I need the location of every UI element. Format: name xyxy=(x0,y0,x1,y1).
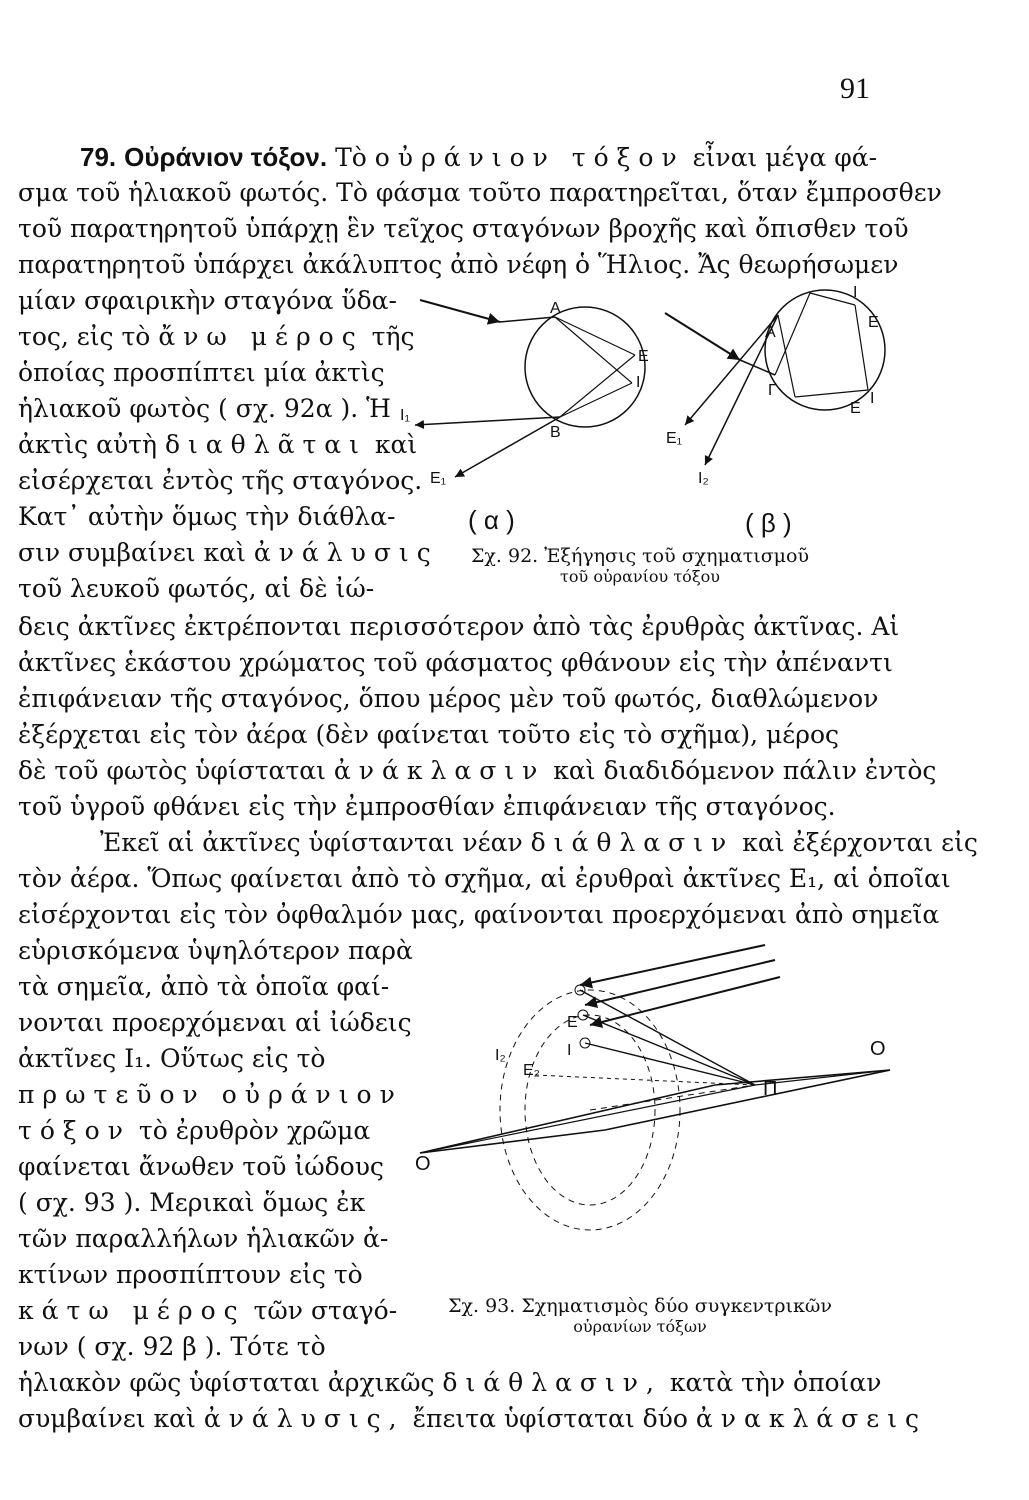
text-line: ἡλιακοῦ φωτὸς ( σχ. 92α ). Ἡ xyxy=(18,394,391,423)
point-label: E xyxy=(638,348,649,365)
text-line xyxy=(80,142,877,173)
figure-92-caption xyxy=(430,545,850,586)
point-label: E xyxy=(850,400,861,417)
drop-alpha xyxy=(525,307,645,427)
spaced-term: ἀνάκλασιν xyxy=(333,756,546,785)
text-line: Κατ᾽ αὐτὴν ὅμως τὴν διάθλα- xyxy=(18,502,396,531)
caption-line: Σχ. 93. Σχηματισμὸς δύο συγκεντρικῶν xyxy=(448,1295,832,1317)
text-line: εὑρισκόμενα ὑψηλότερον παρὰ xyxy=(18,936,413,965)
text-line: ἀκτῖνες ἑκάστου χρώματος τοῦ φάσματος φθάνουν εἰς τὴν ἀπέναντι xyxy=(18,648,893,677)
text-line: πρωτεῦον οὐράνιον xyxy=(18,1080,403,1109)
point-label: I₂ xyxy=(698,470,709,487)
section-heading: Οὐράνιον τόξον. xyxy=(124,142,328,172)
point-label: E xyxy=(567,1014,578,1031)
text-line: νονται προερχόμεναι αἱ ἰώδεις xyxy=(18,1008,412,1037)
text-line: δεις ἀκτῖνες ἐκτρέπονται περισσότερον ἀπὸ τὰς ἐρυθρὰς ἀκτῖνας. Αἱ xyxy=(18,612,900,641)
text-run: εἶναι μέγα φά- xyxy=(692,143,878,172)
figure-93-caption xyxy=(420,1295,860,1336)
text-line xyxy=(18,756,936,786)
spaced-term: διαθλᾶται xyxy=(164,430,367,459)
page-number: 91 xyxy=(840,72,870,105)
point-label: Γ xyxy=(768,382,777,399)
point-label: O xyxy=(870,1038,886,1060)
text-line xyxy=(18,1404,927,1434)
text-line: ὁποίας προσπίπτει μία ἀκτὶς xyxy=(18,358,385,387)
text-run: τῆς xyxy=(371,322,415,351)
point-label: I₁ xyxy=(400,407,410,424)
point-label: E₁ xyxy=(666,430,683,447)
point-label: O xyxy=(415,1153,431,1175)
point-label: I xyxy=(870,390,875,407)
text-run: καὶ xyxy=(374,430,418,459)
point-label: B xyxy=(550,424,561,441)
figure-92-diagram xyxy=(400,285,920,505)
spaced-term: ἀνάλυσις xyxy=(253,538,439,567)
text-line: τὸν ἀέρα. Ὅπως φαίνεται ἀπὸ τὸ σχῆμα, αἱ ἐρυθραὶ ἀκτῖνες Ε₁, αἱ ὁποῖαι xyxy=(18,864,951,893)
point-label: A xyxy=(550,300,561,317)
spaced-term: ἄνω μέρος xyxy=(158,322,364,351)
text-line: τοῦ ὑγροῦ φθάνει εἰς τὴν ἐμπροσθίαν ἐπιφάνειαν τῆς σταγόνος. xyxy=(18,792,836,821)
text-line xyxy=(18,1116,370,1146)
figure-92-label-b: ( β ) xyxy=(745,508,792,538)
spaced-term: οὐράνιον τόξον xyxy=(374,143,685,172)
drop-beta xyxy=(765,290,885,410)
text-run: δὲ τοῦ φωτὸς ὑφίσταται xyxy=(18,756,326,785)
text-line xyxy=(18,322,414,352)
figure-92-label-a: ( α ) xyxy=(468,505,515,535)
text-line xyxy=(18,1368,881,1398)
text-run: καὶ ἐξέρχονται εἰς xyxy=(742,828,978,857)
spaced-term: διάθλασιν, xyxy=(442,1368,662,1397)
point-label: E xyxy=(868,314,879,331)
text-line: παρατηρητοῦ ὑπάρχει ἀκάλυπτος ἀπὸ νέφη ὁ Ἥλιος. Ἄς θεωρήσωμεν xyxy=(18,250,899,279)
point-label: I xyxy=(567,1042,572,1059)
text-line: τὰ σημεῖα, ἀπὸ τὰ ὁποῖα φαί- xyxy=(18,972,390,1001)
text-line: κτίνων προσπίπτουν εἰς τὸ xyxy=(18,1260,363,1289)
caption-line: Σχ. 92. Ἐξήγησις τοῦ σχηματισμοῦ xyxy=(470,545,810,567)
text-line xyxy=(18,430,417,460)
spaced-term: διάθλασιν xyxy=(530,828,735,857)
point-label: E₁ xyxy=(430,470,447,487)
section-number: 79. xyxy=(80,142,117,172)
point-label: E₂ xyxy=(523,1062,540,1079)
text-line: τοῦ παρατηρητοῦ ὑπάρχῃ ἓν τεῖχος σταγόνων βροχῆς καὶ ὄπισθεν τοῦ xyxy=(18,214,909,243)
text-line: ἐξέρχεται εἰς τὸν ἀέρα (δὲν φαίνεται τοῦτο εἰς τὸ σχῆμα), μέρος xyxy=(18,720,840,749)
caption-line: οὐρανίων τόξων xyxy=(573,1317,707,1336)
text-line xyxy=(18,1296,397,1326)
text-line: τῶν παραλλήλων ἡλιακῶν ἀ- xyxy=(18,1224,389,1253)
point-label: I xyxy=(636,374,641,391)
text-line: μίαν σφαιρικὴν σταγόνα ὕδα- xyxy=(18,286,397,315)
text-line: εἰσέρχεται ἐντὸς τῆς σταγόνος. xyxy=(18,466,423,495)
text-run: τὸ ἐρυθρὸν χρῶμα xyxy=(138,1116,371,1145)
text-line: ἀκτῖνες Ι₁. Οὕτως εἰς τὸ xyxy=(18,1044,326,1073)
spaced-term: ἀνακλάσεις xyxy=(695,1404,927,1433)
text-run: σιν συμβαίνει καὶ xyxy=(18,538,246,567)
spaced-term: ἀνάλυσις, xyxy=(203,1404,405,1433)
text-line: ἐπιφάνειαν τῆς σταγόνος, ὅπου μέρος μὲν τοῦ φωτός, διαθλώμενον xyxy=(18,684,879,713)
point-label: I xyxy=(853,284,858,301)
text-run: ἡλιακὸν φῶς ὑφίσταται ἀρχικῶς xyxy=(18,1368,435,1397)
spaced-term: τόξον xyxy=(18,1116,131,1145)
text-run: ἔπειτα ὑφίσταται δύο xyxy=(412,1404,688,1433)
text-line: νων ( σχ. 92 β ). Τότε τὸ xyxy=(18,1332,326,1361)
text-run: κατὰ τὴν ὁποίαν xyxy=(669,1368,882,1397)
text-run: ἀκτὶς αὐτὴ xyxy=(18,430,157,459)
text-run: καὶ διαδιδόμενον πάλιν ἐντὸς xyxy=(553,756,937,785)
spaced-term: κάτω μέρος xyxy=(18,1296,246,1325)
text-line: τοῦ λευκοῦ φωτός, αἱ δὲ ἰώ- xyxy=(18,574,375,603)
text-run: τος, εἰς τὸ xyxy=(18,322,151,351)
point-label: Π xyxy=(763,1078,778,1100)
text-run: τῶν σταγό- xyxy=(253,1296,398,1325)
point-label: A xyxy=(765,324,776,341)
figure-93-diagram xyxy=(415,935,895,1265)
caption-line: τοῦ οὐρανίου τόξου xyxy=(560,567,720,586)
text-line xyxy=(100,828,978,858)
text-run: συμβαίνει καὶ xyxy=(18,1404,196,1433)
text-run: Τὸ xyxy=(335,143,367,172)
text-run: Ἐκεῖ αἱ ἀκτῖνες ὑφίστανται νέαν xyxy=(100,828,523,857)
text-line: φαίνεται ἄνωθεν τοῦ ἰώδους xyxy=(18,1152,384,1181)
point-label: I₂ xyxy=(495,1047,506,1064)
text-line xyxy=(18,538,439,568)
text-line: εἰσέρχονται εἰς τὸν ὀφθαλμόν μας, φαίνονται προερχόμεναι ἀπὸ σημεῖα xyxy=(18,900,940,929)
text-line: σμα τοῦ ἡλιακοῦ φωτός. Τὸ φάσμα τοῦτο παρατηρεῖται, ὅταν ἔμπροσθεν xyxy=(18,178,942,207)
text-line: ( σχ. 93 ). Μερικαὶ ὅμως ἐκ xyxy=(18,1188,366,1217)
